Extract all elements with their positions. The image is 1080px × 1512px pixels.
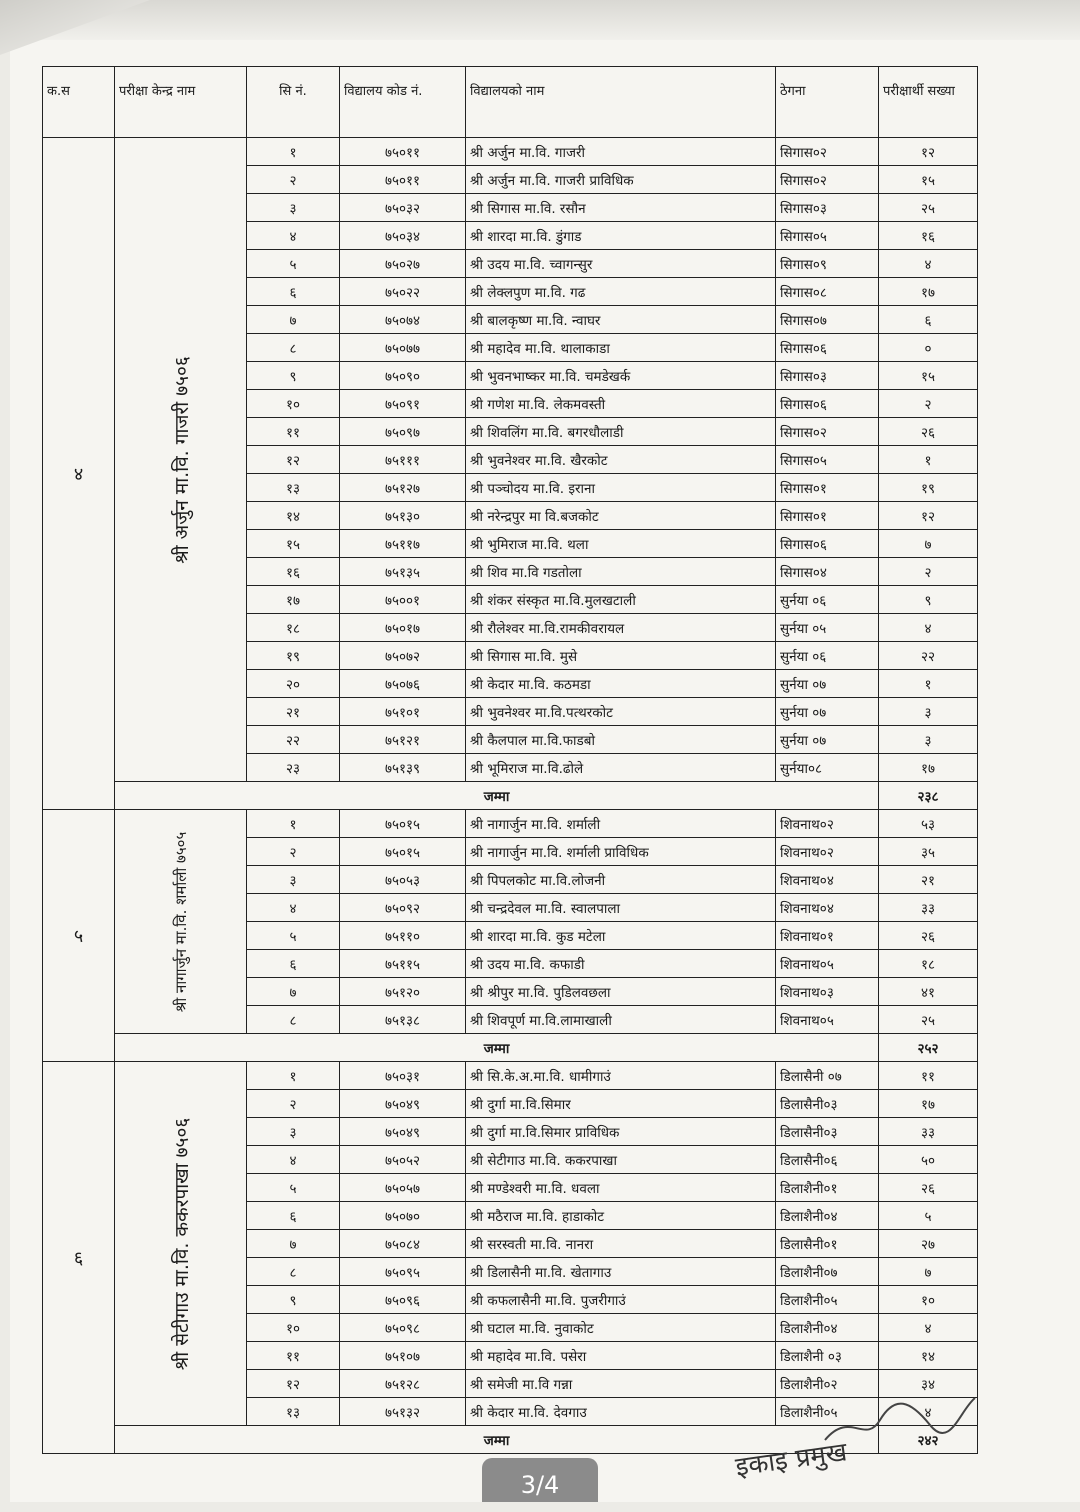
row-serial: ८ bbox=[247, 1258, 340, 1286]
address: डिलाशैनी ०३ bbox=[776, 1342, 879, 1370]
row-serial: ७ bbox=[247, 978, 340, 1006]
row-serial: १२ bbox=[247, 1370, 340, 1398]
group-serial: ५ bbox=[43, 810, 115, 1062]
row-serial: ४ bbox=[247, 1146, 340, 1174]
unit-head-stamp: इकाइ प्रमुख bbox=[733, 1437, 849, 1483]
address: सुर्नया०८ bbox=[776, 754, 879, 782]
header-center-name: परीक्षा केन्द्र नाम bbox=[115, 67, 247, 138]
school-name: श्री कैलपाल मा.वि.फाडबो bbox=[466, 726, 776, 754]
student-count: १२ bbox=[879, 502, 978, 530]
student-count: ४ bbox=[879, 614, 978, 642]
total-label: जम्मा bbox=[115, 1034, 879, 1062]
row-serial: १० bbox=[247, 390, 340, 418]
row-serial: ६ bbox=[247, 1202, 340, 1230]
school-name: श्री सरस्वती मा.वि. नानरा bbox=[466, 1230, 776, 1258]
address: डिलासैनी ०७ bbox=[776, 1062, 879, 1090]
address: डिलाशैनी०५ bbox=[776, 1286, 879, 1314]
school-code: ७५१३८ bbox=[340, 1006, 466, 1034]
table-row bbox=[43, 810, 978, 838]
row-serial: २ bbox=[247, 838, 340, 866]
student-count: ४ bbox=[879, 1314, 978, 1342]
address: सुर्नया ०७ bbox=[776, 670, 879, 698]
school-name: श्री शिवलिंग मा.वि. बगरधौलाडी bbox=[466, 418, 776, 446]
row-serial: ८ bbox=[247, 1006, 340, 1034]
student-count: ७ bbox=[879, 1258, 978, 1286]
address: शिवनाथ०२ bbox=[776, 810, 879, 838]
table-row bbox=[43, 138, 978, 166]
school-code: ७५१०७ bbox=[340, 1342, 466, 1370]
school-code: ७५१३० bbox=[340, 502, 466, 530]
school-name: श्री शिव मा.वि गडतोला bbox=[466, 558, 776, 586]
student-count: १७ bbox=[879, 1090, 978, 1118]
group-serial: ६ bbox=[43, 1062, 115, 1454]
school-code: ७५०९५ bbox=[340, 1258, 466, 1286]
school-name: श्री समेजी मा.वि गन्ना bbox=[466, 1370, 776, 1398]
student-count: ३ bbox=[879, 726, 978, 754]
school-name: श्री सिगास मा.वि. रसौन bbox=[466, 194, 776, 222]
address: सिगास०५ bbox=[776, 222, 879, 250]
address: शिवनाथ०४ bbox=[776, 894, 879, 922]
address: डिलाशैनी०७ bbox=[776, 1258, 879, 1286]
student-count: २२ bbox=[879, 642, 978, 670]
school-name: श्री कफलासैनी मा.वि. पुजरीगाउं bbox=[466, 1286, 776, 1314]
student-count: २७ bbox=[879, 1230, 978, 1258]
school-code: ७५१०१ bbox=[340, 698, 466, 726]
student-count: १८ bbox=[879, 950, 978, 978]
school-code: ७५०७७ bbox=[340, 334, 466, 362]
school-name: श्री श्रीपुर मा.वि. पुडिलवछला bbox=[466, 978, 776, 1006]
school-code: ७५०७२ bbox=[340, 642, 466, 670]
school-code: ७५१२० bbox=[340, 978, 466, 1006]
school-name: श्री नागार्जुन मा.वि. शर्माली प्राविधिक bbox=[466, 838, 776, 866]
student-count: ४ bbox=[879, 250, 978, 278]
row-serial: ४ bbox=[247, 894, 340, 922]
address: डिलाशैनी०५ bbox=[776, 1398, 879, 1426]
row-serial: ३ bbox=[247, 1118, 340, 1146]
student-count: २ bbox=[879, 558, 978, 586]
school-code: ७५११७ bbox=[340, 530, 466, 558]
row-serial: ९ bbox=[247, 1286, 340, 1314]
student-count: २५ bbox=[879, 1006, 978, 1034]
student-count: ५३ bbox=[879, 810, 978, 838]
address: डिलासैनी०१ bbox=[776, 1230, 879, 1258]
school-code: ७५१३२ bbox=[340, 1398, 466, 1426]
total-label: जम्मा bbox=[115, 1426, 879, 1454]
address: शिवनाथ०५ bbox=[776, 1006, 879, 1034]
student-count: २६ bbox=[879, 418, 978, 446]
student-count: १५ bbox=[879, 166, 978, 194]
address: सुर्नया ०७ bbox=[776, 698, 879, 726]
page-edge-shadow bbox=[0, 0, 1080, 40]
school-code: ७५०९६ bbox=[340, 1286, 466, 1314]
exam-center-label: श्री नागार्जुन मा.वि. शर्माली ७५०५ bbox=[171, 831, 190, 1012]
student-count: १४ bbox=[879, 1342, 978, 1370]
student-count: २१ bbox=[879, 866, 978, 894]
student-count: १२ bbox=[879, 138, 978, 166]
student-count: ४ bbox=[879, 1398, 978, 1426]
school-code: ७५०४९ bbox=[340, 1090, 466, 1118]
student-count: ११ bbox=[879, 1062, 978, 1090]
address: सिगास०५ bbox=[776, 446, 879, 474]
student-count: २५ bbox=[879, 194, 978, 222]
school-name: श्री शारदा मा.वि. डुंगाड bbox=[466, 222, 776, 250]
address: डिलाशैनी०४ bbox=[776, 1202, 879, 1230]
school-code: ७५०८४ bbox=[340, 1230, 466, 1258]
address: शिवनाथ०२ bbox=[776, 838, 879, 866]
school-name: श्री मठैराज मा.वि. हाडाकोट bbox=[466, 1202, 776, 1230]
row-serial: ७ bbox=[247, 1230, 340, 1258]
school-code: ७५०१७ bbox=[340, 614, 466, 642]
row-serial: ४ bbox=[247, 222, 340, 250]
school-name: श्री नागार्जुन मा.वि. शर्माली bbox=[466, 810, 776, 838]
school-code: ७५०५७ bbox=[340, 1174, 466, 1202]
school-name: श्री अर्जुन मा.वि. गाजरी प्राविधिक bbox=[466, 166, 776, 194]
school-name: श्री डिलासैनी मा.वि. खेतागाउ bbox=[466, 1258, 776, 1286]
school-name: श्री मण्डेश्वरी मा.वि. धवला bbox=[466, 1174, 776, 1202]
school-name: श्री रौलेश्वर मा.वि.रामकीवरायल bbox=[466, 614, 776, 642]
school-code: ७५०५३ bbox=[340, 866, 466, 894]
row-serial: ९ bbox=[247, 362, 340, 390]
school-code: ७५०७६ bbox=[340, 670, 466, 698]
address: डिलासैनी०३ bbox=[776, 1090, 879, 1118]
student-count: ३५ bbox=[879, 838, 978, 866]
school-name: श्री सिगास मा.वि. मुसे bbox=[466, 642, 776, 670]
student-count: १ bbox=[879, 670, 978, 698]
row-serial: १ bbox=[247, 810, 340, 838]
address: सिगास०२ bbox=[776, 166, 879, 194]
student-count: ४१ bbox=[879, 978, 978, 1006]
student-count: १७ bbox=[879, 754, 978, 782]
row-serial: १ bbox=[247, 1062, 340, 1090]
school-name: श्री पिपलकोट मा.वि.लोजनी bbox=[466, 866, 776, 894]
student-count: ९ bbox=[879, 586, 978, 614]
address: डिलाशैनी०२ bbox=[776, 1370, 879, 1398]
group-total: २४२ bbox=[879, 1426, 978, 1454]
row-serial: १८ bbox=[247, 614, 340, 642]
address: डिलाशैनी०४ bbox=[776, 1314, 879, 1342]
row-serial: १३ bbox=[247, 474, 340, 502]
address: शिवनाथ०१ bbox=[776, 922, 879, 950]
address: सुर्नया ०७ bbox=[776, 726, 879, 754]
address: सिगास०७ bbox=[776, 306, 879, 334]
table-body bbox=[43, 138, 978, 1454]
header-serial: सि नं. bbox=[247, 67, 340, 138]
school-name: श्री अर्जुन मा.वि. गाजरी bbox=[466, 138, 776, 166]
group-serial: ४ bbox=[43, 138, 115, 810]
school-code: ७५०४९ bbox=[340, 1118, 466, 1146]
address: सिगास०९ bbox=[776, 250, 879, 278]
student-count: २६ bbox=[879, 1174, 978, 1202]
school-code: ७५०९० bbox=[340, 362, 466, 390]
header-student-count: परीक्षार्थी सख्या bbox=[879, 67, 978, 138]
school-code: ७५०२२ bbox=[340, 278, 466, 306]
school-code: ७५०११ bbox=[340, 166, 466, 194]
row-serial: २० bbox=[247, 670, 340, 698]
school-code: ७५०१५ bbox=[340, 810, 466, 838]
student-count: ० bbox=[879, 334, 978, 362]
address: सिगास०२ bbox=[776, 418, 879, 446]
group-total: २३८ bbox=[879, 782, 978, 810]
row-serial: ३ bbox=[247, 194, 340, 222]
exam-center-label: श्री अर्जुन मा.वि. गाजरी ७५०६ bbox=[170, 355, 193, 564]
address: सिगास०६ bbox=[776, 530, 879, 558]
row-serial: ११ bbox=[247, 1342, 340, 1370]
row-serial: २ bbox=[247, 166, 340, 194]
student-count: ६ bbox=[879, 306, 978, 334]
school-name: श्री सि.के.अ.मा.वि. धामीगाउं bbox=[466, 1062, 776, 1090]
student-count: ७ bbox=[879, 530, 978, 558]
school-code: ७५११५ bbox=[340, 950, 466, 978]
exam-center-label: श्री सेटीगाउ मा.वि. ककरपाखा ७५०६ bbox=[170, 1117, 193, 1370]
school-name: श्री गणेश मा.वि. लेकमवस्ती bbox=[466, 390, 776, 418]
school-name: श्री महादेव मा.वि. थालाकाडा bbox=[466, 334, 776, 362]
header-sn: क.स bbox=[43, 67, 115, 138]
school-code: ७५०७० bbox=[340, 1202, 466, 1230]
address: सिगास०३ bbox=[776, 194, 879, 222]
school-code: ७५०९८ bbox=[340, 1314, 466, 1342]
school-code: ७५१२७ bbox=[340, 474, 466, 502]
school-name: श्री नरेन्द्रपुर मा वि.बजकोट bbox=[466, 502, 776, 530]
address: सुर्नया ०६ bbox=[776, 586, 879, 614]
student-count: १० bbox=[879, 1286, 978, 1314]
school-code: ७५१३५ bbox=[340, 558, 466, 586]
student-count: २६ bbox=[879, 922, 978, 950]
student-count: १९ bbox=[879, 474, 978, 502]
student-count: ५० bbox=[879, 1146, 978, 1174]
row-serial: ८ bbox=[247, 334, 340, 362]
school-name: श्री केदार मा.वि. कठमडा bbox=[466, 670, 776, 698]
exam-center-name bbox=[115, 138, 247, 782]
address: डिलाशैनी०१ bbox=[776, 1174, 879, 1202]
student-count: ३३ bbox=[879, 1118, 978, 1146]
address: डिलासैनी०६ bbox=[776, 1146, 879, 1174]
school-name: श्री उदय मा.वि. च्वागन्सुर bbox=[466, 250, 776, 278]
row-serial: ६ bbox=[247, 278, 340, 306]
school-code: ७५०१५ bbox=[340, 838, 466, 866]
school-name: श्री दुर्गा मा.वि.सिमार प्राविधिक bbox=[466, 1118, 776, 1146]
header-row bbox=[43, 67, 978, 138]
school-code: ७५०९७ bbox=[340, 418, 466, 446]
school-code: ७५०२७ bbox=[340, 250, 466, 278]
address: सिगास०२ bbox=[776, 138, 879, 166]
school-name: श्री उदय मा.वि. कफाडी bbox=[466, 950, 776, 978]
student-count: १ bbox=[879, 446, 978, 474]
school-name: श्री बालकृष्ण मा.वि. न्वाघर bbox=[466, 306, 776, 334]
row-serial: १७ bbox=[247, 586, 340, 614]
address: सुर्नया ०५ bbox=[776, 614, 879, 642]
row-serial: ७ bbox=[247, 306, 340, 334]
school-name: श्री शंकर संस्कृत मा.वि.मुलखटाली bbox=[466, 586, 776, 614]
school-name: श्री दुर्गा मा.वि.सिमार bbox=[466, 1090, 776, 1118]
student-count: ३ bbox=[879, 698, 978, 726]
school-name: श्री सेटीगाउ मा.वि. ककरपाखा bbox=[466, 1146, 776, 1174]
total-row bbox=[43, 782, 978, 810]
school-code: ७५०५२ bbox=[340, 1146, 466, 1174]
row-serial: १३ bbox=[247, 1398, 340, 1426]
school-name: श्री भुमिराज मा.वि. थला bbox=[466, 530, 776, 558]
address: सिगास०८ bbox=[776, 278, 879, 306]
row-serial: १२ bbox=[247, 446, 340, 474]
address: सिगास०६ bbox=[776, 334, 879, 362]
address: सिगास०१ bbox=[776, 502, 879, 530]
school-code: ७५१२८ bbox=[340, 1370, 466, 1398]
school-code: ७५००१ bbox=[340, 586, 466, 614]
row-serial: १ bbox=[247, 138, 340, 166]
exam-center-name bbox=[115, 810, 247, 1034]
school-name: श्री शिवपूर्ण मा.वि.लामाखाली bbox=[466, 1006, 776, 1034]
row-serial: ५ bbox=[247, 250, 340, 278]
student-count: १७ bbox=[879, 278, 978, 306]
address: सिगास०४ bbox=[776, 558, 879, 586]
row-serial: १९ bbox=[247, 642, 340, 670]
row-serial: १४ bbox=[247, 502, 340, 530]
school-code: ७५१११ bbox=[340, 446, 466, 474]
school-code: ७५०३१ bbox=[340, 1062, 466, 1090]
school-name: श्री भुवनेश्वर मा.वि. खैरकोट bbox=[466, 446, 776, 474]
row-serial: १६ bbox=[247, 558, 340, 586]
school-code: ७५११० bbox=[340, 922, 466, 950]
total-label: जम्मा bbox=[115, 782, 879, 810]
row-serial: ५ bbox=[247, 1174, 340, 1202]
header-school-code: विद्यालय कोड नं. bbox=[340, 67, 466, 138]
school-code: ७५०९१ bbox=[340, 390, 466, 418]
row-serial: ५ bbox=[247, 922, 340, 950]
total-row bbox=[43, 1034, 978, 1062]
address: सिगास०१ bbox=[776, 474, 879, 502]
school-name: श्री महादेव मा.वि. पसेरा bbox=[466, 1342, 776, 1370]
school-name: श्री भूमिराज मा.वि.ढोले bbox=[466, 754, 776, 782]
student-count: १६ bbox=[879, 222, 978, 250]
header-school-name: विद्यालयको नाम bbox=[466, 67, 776, 138]
row-serial: १५ bbox=[247, 530, 340, 558]
school-name: श्री भुवनभाष्कर मा.वि. चमडेखर्क bbox=[466, 362, 776, 390]
school-name: श्री शारदा मा.वि. कुड मटेला bbox=[466, 922, 776, 950]
row-serial: १० bbox=[247, 1314, 340, 1342]
student-count: ३४ bbox=[879, 1370, 978, 1398]
address: सिगास०३ bbox=[776, 362, 879, 390]
school-code: ७५०३४ bbox=[340, 222, 466, 250]
school-name: श्री लेक्लपुण मा.वि. गढ bbox=[466, 278, 776, 306]
student-count: ३३ bbox=[879, 894, 978, 922]
address: सुर्नया ०६ bbox=[776, 642, 879, 670]
address: शिवनाथ०४ bbox=[776, 866, 879, 894]
school-name: श्री केदार मा.वि. देवगाउ bbox=[466, 1398, 776, 1426]
school-name: श्री पञ्चोदय मा.वि. इराना bbox=[466, 474, 776, 502]
row-serial: ६ bbox=[247, 950, 340, 978]
group-total: २५२ bbox=[879, 1034, 978, 1062]
school-code: ७५०९२ bbox=[340, 894, 466, 922]
school-code: ७५०३२ bbox=[340, 194, 466, 222]
school-name: श्री घटाल मा.वि. नुवाकोट bbox=[466, 1314, 776, 1342]
address: शिवनाथ०५ bbox=[776, 950, 879, 978]
address: डिलासैनी०३ bbox=[776, 1118, 879, 1146]
row-serial: २३ bbox=[247, 754, 340, 782]
address: शिवनाथ०३ bbox=[776, 978, 879, 1006]
row-serial: ३ bbox=[247, 866, 340, 894]
school-code: ७५१३९ bbox=[340, 754, 466, 782]
exam-center-name bbox=[115, 1062, 247, 1426]
school-code: ७५१२१ bbox=[340, 726, 466, 754]
exam-center-table bbox=[42, 66, 978, 1454]
student-count: १५ bbox=[879, 362, 978, 390]
header-address: ठेगना bbox=[776, 67, 879, 138]
table-row bbox=[43, 1062, 978, 1090]
address: सिगास०६ bbox=[776, 390, 879, 418]
row-serial: २२ bbox=[247, 726, 340, 754]
page-indicator: 3/4 bbox=[482, 1458, 598, 1502]
school-name: श्री भुवनेश्वर मा.वि.पत्थरकोट bbox=[466, 698, 776, 726]
row-serial: २ bbox=[247, 1090, 340, 1118]
row-serial: २१ bbox=[247, 698, 340, 726]
student-count: ५ bbox=[879, 1202, 978, 1230]
row-serial: ११ bbox=[247, 418, 340, 446]
school-name: श्री चन्द्रदेवल मा.वि. स्वालपाला bbox=[466, 894, 776, 922]
school-code: ७५०११ bbox=[340, 138, 466, 166]
student-count: २ bbox=[879, 390, 978, 418]
school-code: ७५०७४ bbox=[340, 306, 466, 334]
